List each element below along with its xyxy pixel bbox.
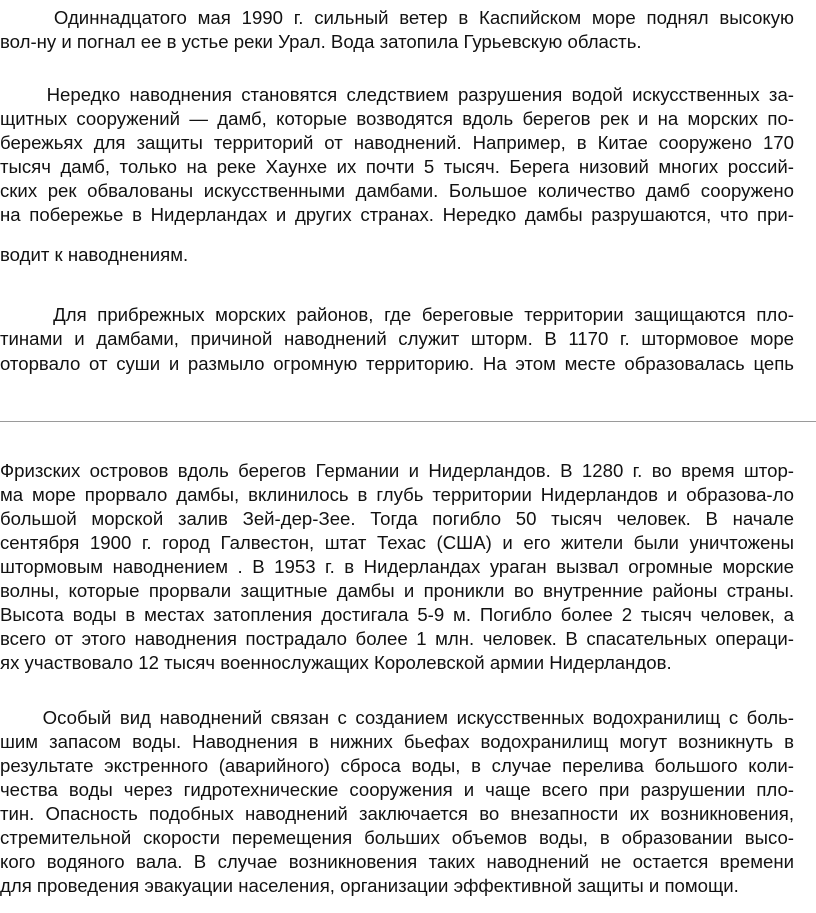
text-line: кого водяного вала. В случае возникновения таких наводнений не остается времени (0, 851, 794, 872)
text-line: ских рек обвалованы искусственными дамбами. Большое количество дамб сооружено (0, 180, 794, 201)
text-line: волны, которые прорвали защитные дамбы и проникли во внутренние районы страны. (0, 580, 794, 601)
text-line: шим запасом воды. Наводнения в нижних бьефах водохранилищ могут возникнуть в (0, 731, 794, 752)
text-line: большой морской залив Зей-дер-Зее. Тогда погибло 50 тысяч человек. В начале (0, 508, 794, 529)
text-line: водит к наводнениям. (0, 244, 189, 265)
text-line: ма море прорвало дамбы, вклинилось в глубь территории Нидерландов и образова-ло (0, 484, 794, 505)
text-line: результате экстренного (аварийного) сброса воды, в случае перелива большого коли- (0, 755, 794, 776)
text-line: бережьях для защиты территорий от наводнений. Например, в Китае сооружено 170 (0, 132, 794, 153)
text-line: щитных сооружений — дамб, которые возводятся вдоль берегов рек и на морских по- (0, 108, 794, 129)
text-line: Фризских островов вдоль берегов Германии и Нидерландов. В 1280 г. во время штор- (0, 460, 794, 481)
text-line: штормовым наводнением . В 1953 г. в Нидерландах ураган вызвал огромные морские (0, 556, 794, 577)
text-line: вол-ну и погнал ее в устье реки Урал. Вода затопила Гурьевскую область. (0, 31, 642, 52)
text-line: оторвало от суши и размыло огромную территорию. На этом месте образовалась цепь (0, 353, 794, 374)
text-line: ях участвовало 12 тысяч военнослужащих Королевской армии Нидерландов. (0, 652, 672, 673)
page-break-divider (0, 421, 816, 422)
text-line: Особый вид наводнений связан с созданием искусственных водохранилищ с боль- (0, 707, 794, 728)
text-line: тысяч дамб, только на реке Хаунхе их почти 5 тысяч. Берега низовий многих россий- (0, 156, 794, 177)
text-line: всего от этого наводнения пострадало более 1 млн. человек. В спасательных операци- (0, 628, 794, 649)
text-line: Высота воды в местах затопления достигала 5-9 м. Погибло более 2 тысяч человек, а (0, 604, 794, 625)
text-line: Нередко наводнения становятся следствием разрушения водой искусственных за- (0, 84, 794, 105)
text-line: Для прибрежных морских районов, где береговые территории защищаются пло- (0, 304, 794, 325)
text-line: тин. Опасность подобных наводнений заключается во внезапности их возникновения, (0, 803, 794, 824)
text-line: стремительной скорости перемещения больших объемов воды, в образовании высо- (0, 827, 794, 848)
text-line: тинами и дамбами, причиной наводнений служит шторм. В 1170 г. штормовое море (0, 328, 794, 349)
text-line: на побережье в Нидерландах и других странах. Нередко дамбы разрушаются, что при- (0, 204, 794, 225)
text-line: чества воды через гидротехнические сооружения и чаще всего при разрушении пло- (0, 779, 794, 800)
text-line: для проведения эвакуации населения, организации эффективной защиты и помощи. (0, 875, 739, 896)
text-line: сентября 1900 г. город Галвестон, штат Техас (США) и его жители были уничтожены (0, 532, 794, 553)
text-line: Одиннадцатого мая 1990 г. сильный ветер в Каспийском море поднял высокую (0, 7, 794, 28)
